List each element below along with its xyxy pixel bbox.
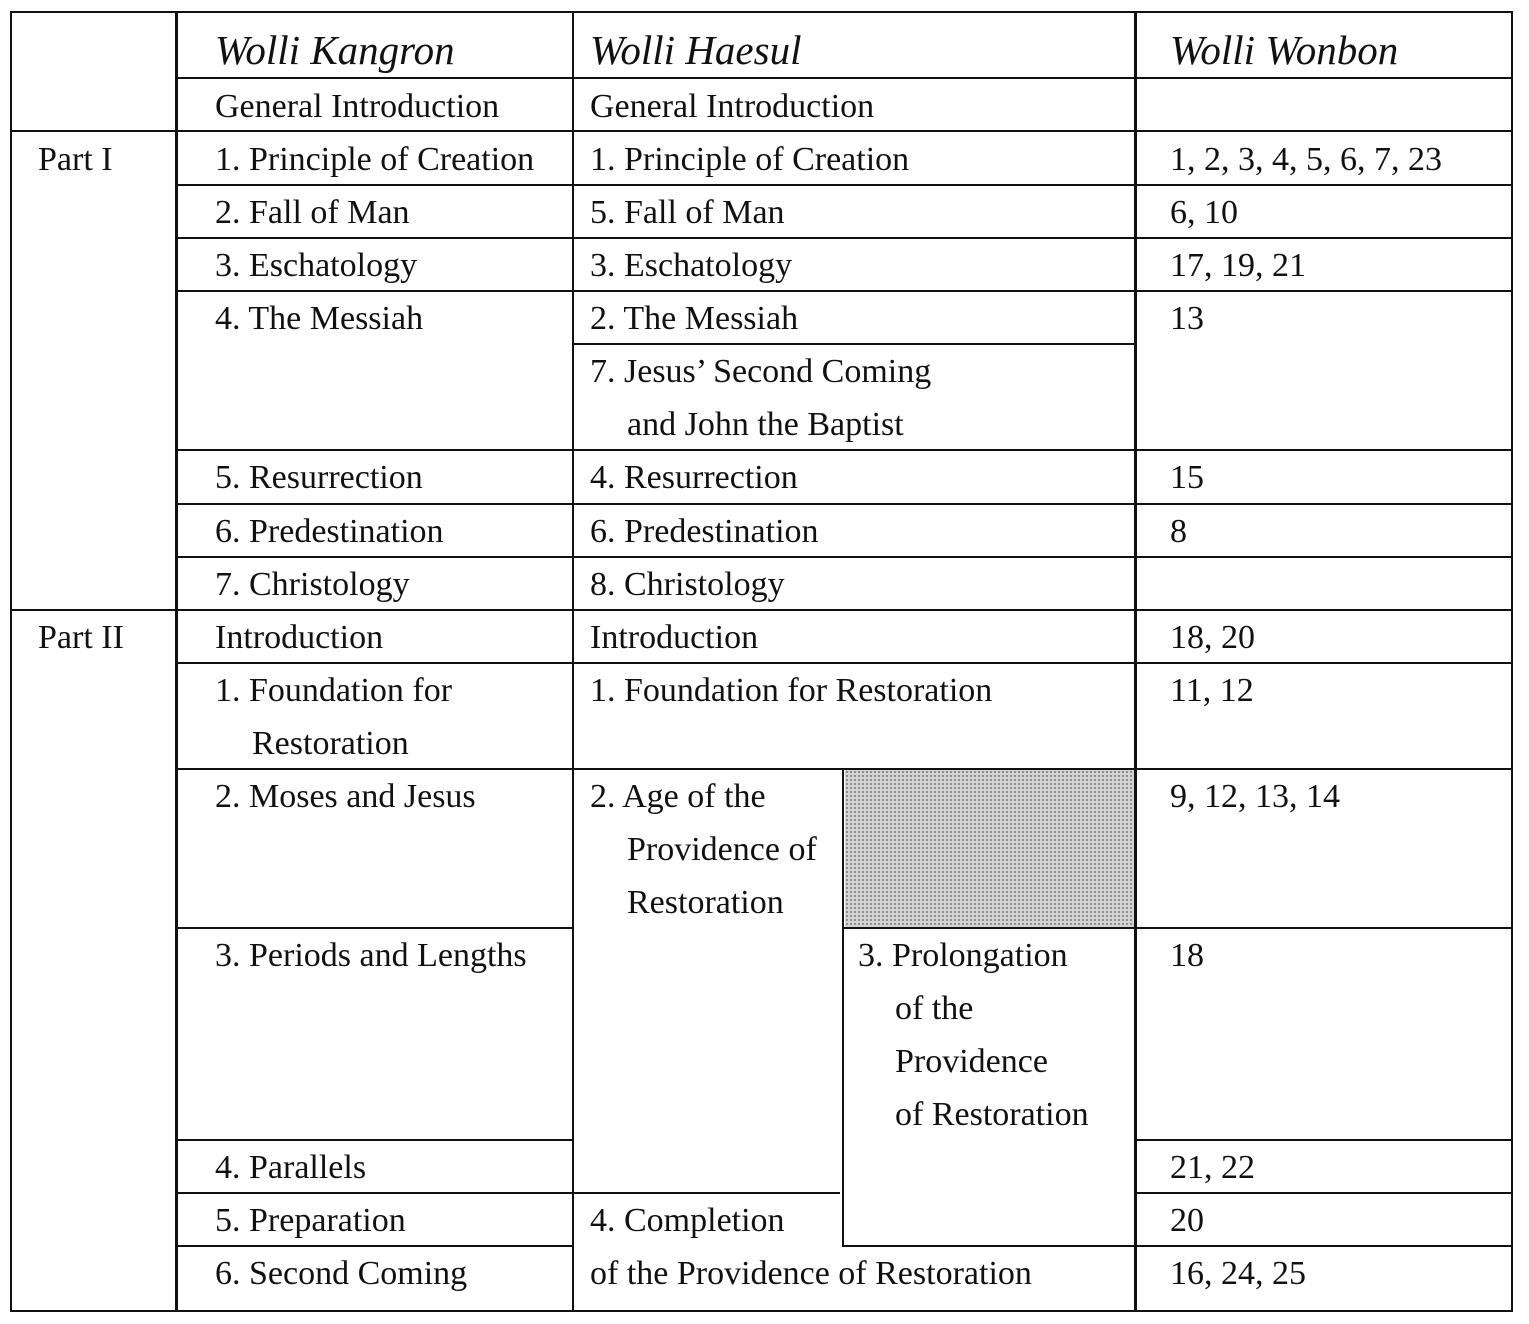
rule-col-kangron [175, 11, 178, 1312]
part1-label: Part I [38, 141, 113, 178]
part2-label: Part II [38, 619, 124, 656]
haesul-p2-1: 1. Foundation for Restoration [590, 672, 993, 709]
header-kangron: Wolli Kangron [215, 27, 455, 73]
haesul-h8: 8. Christology [590, 566, 785, 603]
wonbon-p2-6: 16, 24, 25 [1170, 1255, 1306, 1292]
wonbon-p2-5: 20 [1170, 1202, 1204, 1239]
kangron-p2-6: 6. Second Coming [215, 1255, 468, 1292]
kangron-k2: 2. Fall of Man [215, 194, 410, 231]
haesul-h7-line1: 7. Jesus’ Second Coming [590, 353, 932, 390]
haesul-p2-3-line2: of the [895, 990, 974, 1027]
haesul-p2-3-line3: Providence [895, 1043, 1048, 1080]
header-wonbon: Wolli Wonbon [1170, 27, 1399, 73]
wonbon-w5: 15 [1170, 459, 1204, 496]
shaded-cell [845, 770, 1134, 927]
wonbon-p2-4: 21, 22 [1170, 1149, 1255, 1186]
kangron-p2-intro: Introduction [215, 619, 384, 656]
kangron-k3: 3. Eschatology [215, 247, 418, 284]
rule-col-haesul [572, 11, 574, 1312]
haesul-general-intro: General Introduction [590, 88, 875, 125]
haesul-h4: 4. Resurrection [590, 459, 798, 496]
rule-top [10, 11, 1513, 13]
wonbon-w3: 17, 19, 21 [1170, 247, 1306, 284]
kangron-k5: 5. Resurrection [215, 459, 423, 496]
haesul-p2-4-line2: of the Providence of Restoration [590, 1255, 1032, 1292]
haesul-h6: 6. Predestination [590, 513, 819, 550]
wonbon-w1: 1, 2, 3, 4, 5, 6, 7, 23 [1170, 141, 1442, 178]
rule-col-wonbon [1134, 11, 1137, 1312]
haesul-h1: 1. Principle of Creation [590, 141, 910, 178]
wonbon-p2-3: 18 [1170, 937, 1204, 974]
kangron-p2-2: 2. Moses and Jesus [215, 778, 476, 815]
rule-left [10, 11, 12, 1312]
haesul-p2-2-line2: Providence of [627, 831, 817, 868]
wonbon-p2-2: 9, 12, 13, 14 [1170, 778, 1340, 815]
rule-header [176, 77, 1513, 79]
haesul-p2-2-line1: 2. Age of the [590, 778, 766, 815]
rule-right [1511, 11, 1513, 1312]
kangron-p2-1-line1: 1. Foundation for [215, 672, 453, 709]
haesul-h3: 3. Eschatology [590, 247, 793, 284]
kangron-p2-4: 4. Parallels [215, 1149, 367, 1186]
rule-col-sub [842, 768, 844, 1247]
kangron-k7: 7. Christology [215, 566, 410, 603]
haesul-h5: 5. Fall of Man [590, 194, 785, 231]
header-haesul: Wolli Haesul [590, 27, 802, 73]
haesul-h2: 2. The Messiah [590, 300, 799, 337]
wonbon-w2: 6, 10 [1170, 194, 1238, 231]
wonbon-p2-intro: 18, 20 [1170, 619, 1255, 656]
wonbon-w6: 8 [1170, 513, 1187, 550]
kangron-k6: 6. Predestination [215, 513, 444, 550]
kangron-k4: 4. The Messiah [215, 300, 424, 337]
haesul-p2-4-line1: 4. Completion [590, 1202, 785, 1239]
haesul-p2-3-line4: of Restoration [895, 1096, 1089, 1133]
haesul-p2-2-line3: Restoration [627, 884, 784, 921]
kangron-k1: 1. Principle of Creation [215, 141, 535, 178]
kangron-p2-1-line2: Restoration [252, 725, 409, 762]
rule-bottom [10, 1310, 1513, 1312]
kangron-general-intro: General Introduction [215, 88, 500, 125]
haesul-h7-line2: and John the Baptist [627, 406, 904, 443]
haesul-p2-intro: Introduction [590, 619, 759, 656]
wonbon-p2-1: 11, 12 [1170, 672, 1254, 709]
haesul-p2-3-line1: 3. Prolongation [858, 937, 1068, 974]
wonbon-w4: 13 [1170, 300, 1204, 337]
kangron-p2-3: 3. Periods and Lengths [215, 937, 527, 974]
kangron-p2-5: 5. Preparation [215, 1202, 406, 1239]
